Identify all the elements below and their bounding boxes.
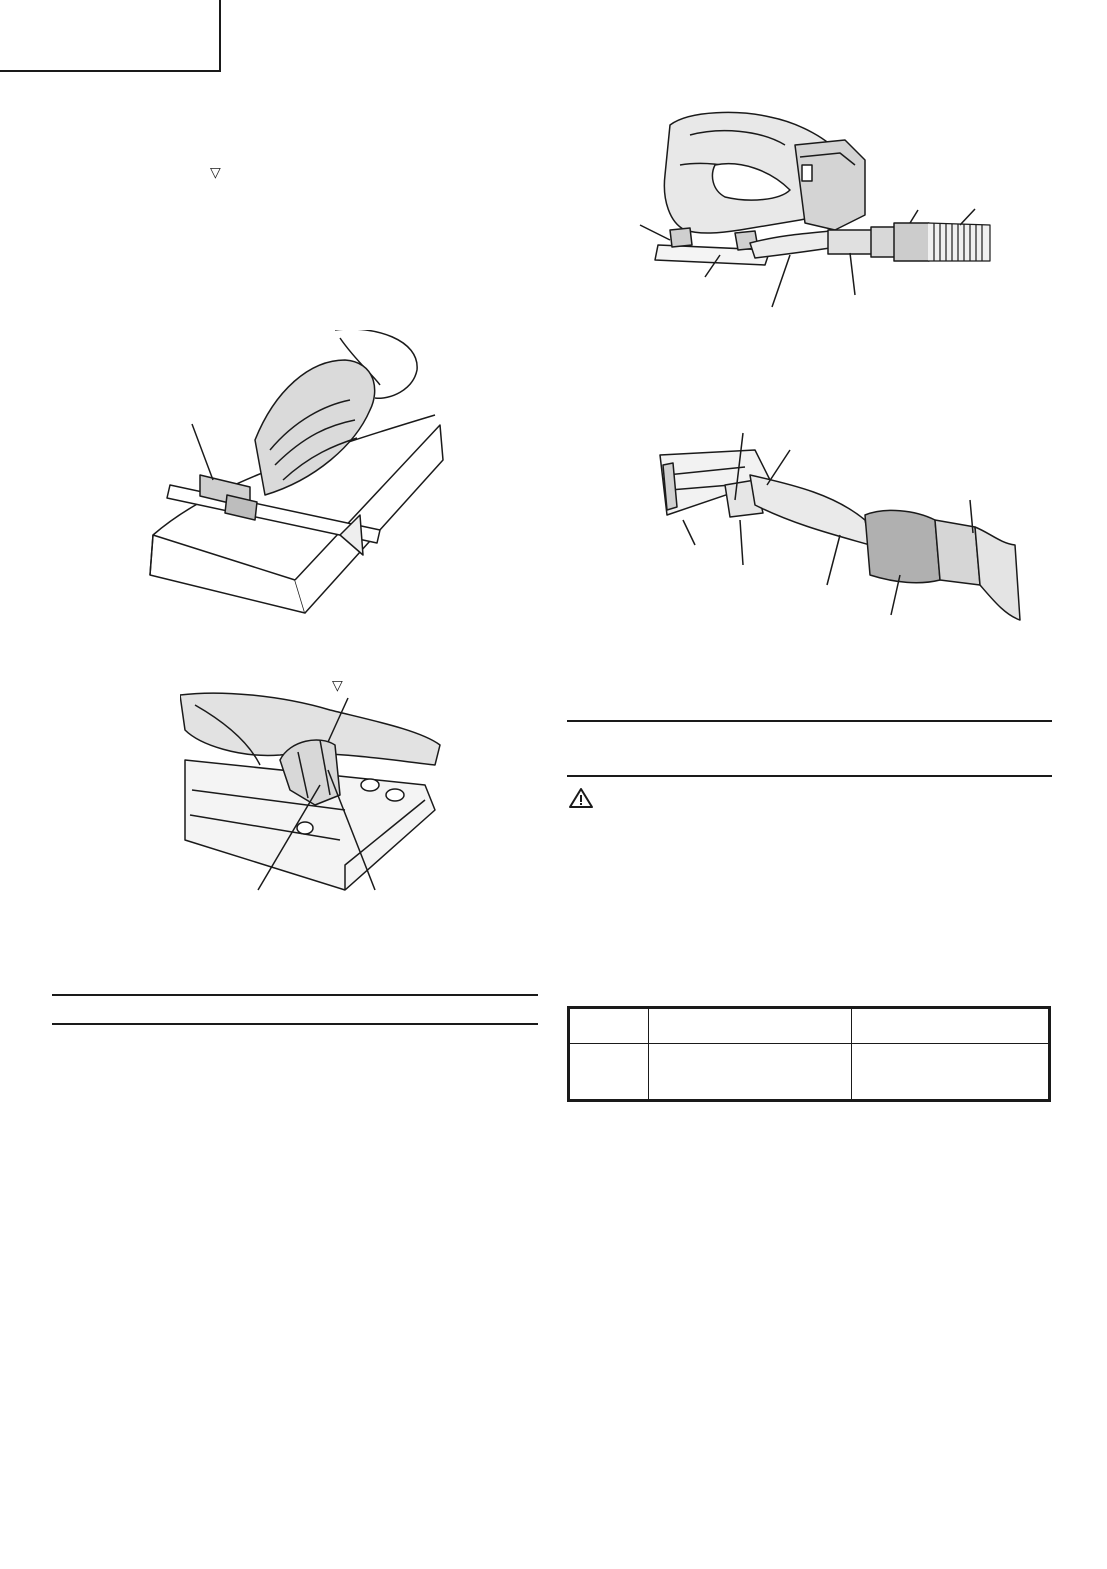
table-cell <box>852 1044 1050 1101</box>
table-cell <box>569 1044 649 1101</box>
table-cell <box>569 1008 649 1044</box>
table-header-row <box>569 1008 1050 1044</box>
table-cell <box>649 1044 852 1101</box>
warning-icon <box>568 787 594 809</box>
triangle-marker-icon: ▽ <box>332 677 343 693</box>
language-tab-box <box>0 0 221 72</box>
table-cell <box>649 1008 852 1044</box>
section-rule <box>567 775 1052 777</box>
spec-table <box>567 1006 1051 1102</box>
base-adapter-figure <box>655 425 1025 625</box>
base-clip-figure <box>180 690 445 900</box>
guide-ruler-figure <box>145 330 450 615</box>
jigsaw-dust-hose-figure <box>630 105 1010 315</box>
triangle-marker-icon: ▽ <box>210 164 221 180</box>
section-rule <box>567 720 1052 722</box>
table-cell <box>852 1008 1050 1044</box>
section-rule <box>52 994 538 996</box>
table-row <box>569 1044 1050 1101</box>
section-rule <box>52 1023 538 1025</box>
